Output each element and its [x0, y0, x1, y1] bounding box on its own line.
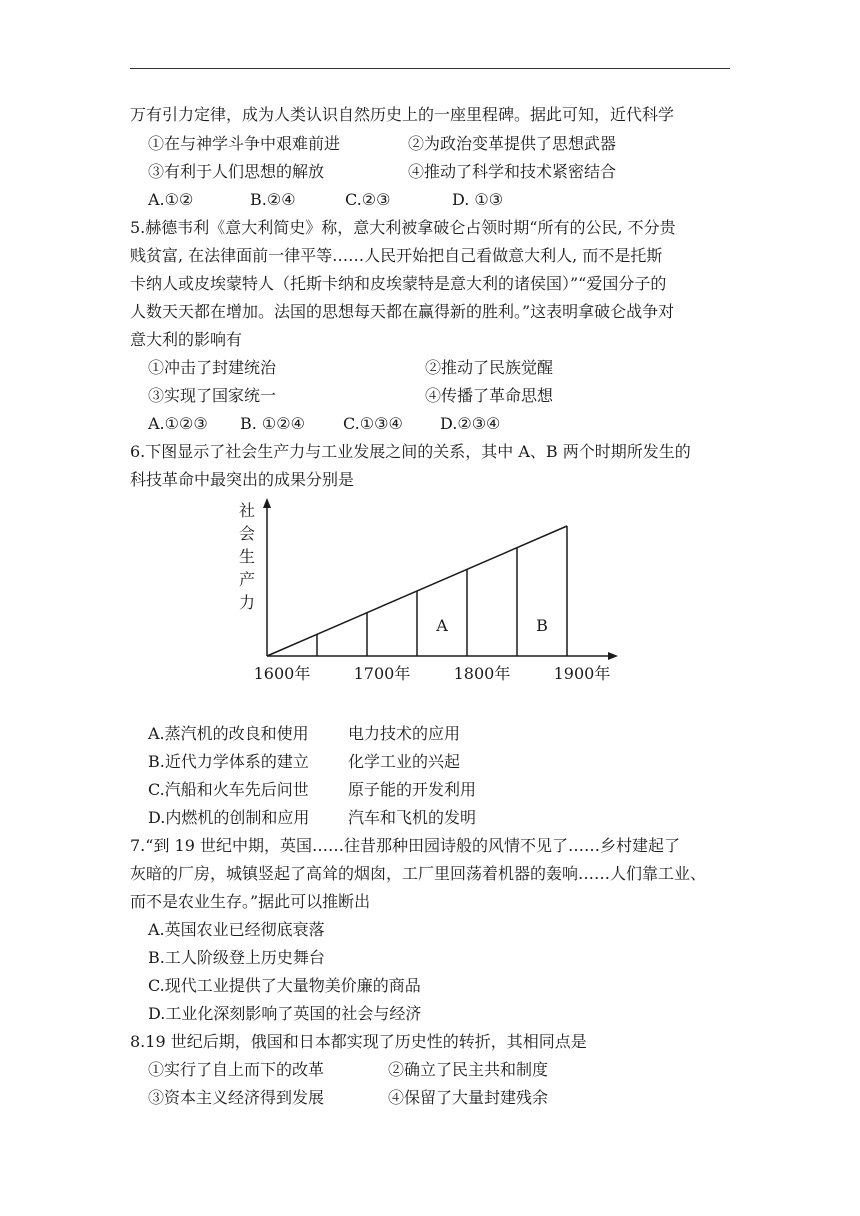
x-tick-label-1900: 1900年 — [553, 664, 611, 683]
q4-choice-d: D. ①③ — [452, 190, 504, 209]
q8-option-4: ④保留了大量封建残余 — [388, 1088, 549, 1107]
y-axis-label-char-1: 会 — [238, 524, 256, 543]
q5-stem-line-3: 卡纳人或皮埃蒙特人（托斯卡纳和皮埃蒙特是意大利的诸侯国）”“爱国分子的 — [130, 274, 667, 293]
q5-stem-line-1: 5.赫德韦利《意大利简史》称，意大利被拿破仑占领时期“所有的公民, 不分贵 — [130, 218, 676, 237]
x-axis-arrow — [608, 652, 618, 660]
q4-option-2: ②为政治变革提供了思想武器 — [408, 134, 617, 153]
q7-option-c: C.现代工业提供了大量物美价廉的商品 — [148, 976, 421, 995]
y-axis-label-char-2: 生 — [238, 547, 256, 566]
q6-option-c-second: 原子能的开发利用 — [348, 780, 477, 799]
q7-option-d: D.工业化深刻影响了英国的社会与经济 — [148, 1004, 422, 1023]
q7-option-a: A.英国农业已经彻底衰落 — [148, 920, 325, 939]
q5-option-3: ③实现了国家统一 — [148, 386, 277, 405]
q5-option-1: ①冲击了封建统治 — [148, 358, 277, 377]
q5-choice-b: B. ①②④ — [240, 414, 305, 433]
q6-option-a: A.蒸汽机的改良和使用 — [148, 724, 309, 743]
q4-choice-b: B.②④ — [250, 190, 296, 209]
q6-option-a-second: 电力技术的应用 — [348, 724, 461, 743]
q7-stem-line-1: 7.“到 19 世纪中期，英国……往昔那种田园诗般的风情不见了……乡村建起了 — [130, 836, 680, 855]
region-label-a: A — [436, 616, 448, 635]
q4-option-1: ①在与神学斗争中艰难前进 — [148, 134, 341, 153]
x-tick-label-1800: 1800年 — [453, 664, 511, 683]
y-axis-label-char-0: 社 — [238, 501, 256, 520]
q4-choice-c: C.②③ — [345, 190, 391, 209]
x-tick-label-1700: 1700年 — [353, 664, 411, 683]
q5-choice-c: C.①③④ — [343, 414, 403, 433]
q5-option-4: ④传播了革命思想 — [425, 386, 554, 405]
q6-option-d: D.内燃机的创制和应用 — [148, 808, 310, 827]
x-tick-label-1600: 1600年 — [253, 664, 311, 683]
q6-option-d-second: 汽车和飞机的发明 — [348, 808, 477, 827]
q4-option-3: ③有利于人们思想的解放 — [148, 162, 325, 181]
q8-stem: 8.19 世纪后期，俄国和日本都实现了历史性的转折，其相同点是 — [130, 1032, 587, 1051]
region-label-b: B — [536, 616, 548, 635]
q4-option-4: ④推动了科学和技术紧密结合 — [408, 162, 617, 181]
q8-option-3: ③资本主义经济得到发展 — [148, 1088, 325, 1107]
q6-option-c: C.汽船和火车先后问世 — [148, 780, 309, 799]
q7-stem-line-2: 灰暗的厂房，城镇竖起了高耸的烟囱，工厂里回荡着机器的轰响……人们靠工业、 — [130, 864, 707, 883]
q6-stem-line-2: 科技革命中最突出的成果分别是 — [130, 470, 355, 489]
q6-option-b-second: 化学工业的兴起 — [348, 752, 461, 771]
q4-stem-tail: 万有引力定律，成为人类认识自然历史上的一座里程碑。据此可知，近代科学 — [130, 105, 675, 124]
q5-choice-a: A.①②③ — [148, 414, 208, 433]
q5-stem-line-5: 意大利的影响有 — [130, 330, 243, 349]
q5-choice-d: D.②③④ — [440, 414, 501, 433]
q8-option-1: ①实行了自上而下的改革 — [148, 1060, 325, 1079]
q5-option-2: ②推动了民族觉醒 — [425, 358, 554, 377]
y-axis-label-char-3: 产 — [238, 570, 256, 589]
q5-stem-line-4: 人数天天都在增加。法国的思想每天都在赢得新的胜利。”这表明拿破仑战争对 — [130, 302, 675, 321]
y-axis-arrow — [263, 498, 271, 508]
q5-stem-line-2: 贱贫富, 在法律面前一律平等……人民开始把自己看做意大利人, 而不是托斯 — [130, 246, 663, 265]
q6-stem-line-1: 6.下图显示了社会生产力与工业发展之间的关系，其中 A、B 两个时期所发生的 — [130, 442, 691, 461]
y-axis-label-char-4: 力 — [238, 593, 256, 612]
q8-option-2: ②确立了民主共和制度 — [388, 1060, 549, 1079]
q7-stem-line-3: 而不是农业生存。”据此可以推断出 — [130, 892, 371, 911]
q7-option-b: B.工人阶级登上历史舞台 — [148, 948, 325, 967]
q4-choice-a: A.①② — [148, 190, 194, 209]
q6-option-b: B.近代力学体系的建立 — [148, 752, 309, 771]
